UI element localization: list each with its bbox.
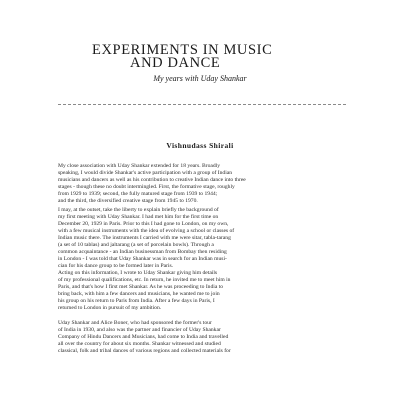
text-line: with a few musical instruments with the idea of evolving a school or classes of [58,227,235,234]
title-line-2: AND DANCE [130,55,221,71]
text-line: and the third, the diversified creative stage from 1945 to 1970. [58,197,198,204]
text-line: Uday Shankar and Alice Boner, who had sponsored the former's tour [58,320,212,326]
body-paragraph-4 [58,320,354,355]
text-line: all over the country for about six months. Shankar witnessed and studied [58,340,221,347]
text-line: Indian music there. The instruments I carried with me were sitar, tabla-tarang [58,234,231,241]
article-subtitle: My years with Uday Shankar [153,74,247,83]
text-line: cian for his dance group to be formed later in Paris. [58,262,174,269]
article-title [92,44,332,70]
text-line: classical, folk and tribal dances of various regions and collected materials for [58,347,231,354]
body-paragraph-3 [58,270,354,312]
text-line: of India in 1930, and also was the partner and financier of Uday Shankar [58,326,221,333]
text-line: returned to London in pursuit of my ambition. [58,304,162,311]
title-line-1: EXPERIMENTS IN MUSIC [92,42,273,58]
text-line: in London - I was told that Uday Shankar was in search for an Indian musi- [58,255,227,262]
text-line: (a set of 10 tablas) and jaltarang (a set of porcelain bowls). Through a [58,241,214,248]
body-paragraph-1 [58,163,354,205]
text-line: of my professional qualifications, etc. In return, he invited me to meet him in [58,276,231,283]
author-name: Vishnudass Shirali [166,141,234,150]
section-divider [58,104,346,105]
text-line: Acting on this information, I wrote to Uday Shankar giving him details [58,270,218,276]
text-line: common acquaintance - an Indian businessman from Bombay then residing [58,248,227,255]
text-line: bring back, with him a few dancers and musicians, he wanted me to join [58,290,220,297]
text-line: stages - though these no doubt intermingled. First, the formative stage, roughly [58,183,235,190]
body-paragraph-2 [58,207,354,270]
text-line: Company of Hindu Dancers and Musicians, had come to India and travelled [58,333,229,340]
text-line: Paris, and that's how I first met Shankar. As he was proceeding to India to [58,283,224,290]
text-line: musicians and dancers as well as his contribution to creative Indian dance into three [58,176,246,183]
text-line: I may, at the outset, take the liberty to explain briefly the background of [58,207,219,213]
text-line: My close association with Uday Shankar extended for 18 years. Broadly [58,163,221,169]
text-line: his group on his return to Paris from India. After a few days in Paris, I [58,297,215,304]
text-line: my first meeting with Uday Shankar. I had met him for the first time on [58,213,219,220]
text-line: from 1929 to 1939; second, the fully matured stage from 1939 to 1944; [58,190,218,197]
text-line: speaking, I would divide Shankar's active participation with a group of Indian [58,169,233,176]
text-line: December 20, 1929 in Paris. Prior to this I had gone to London, on my own, [58,220,229,227]
